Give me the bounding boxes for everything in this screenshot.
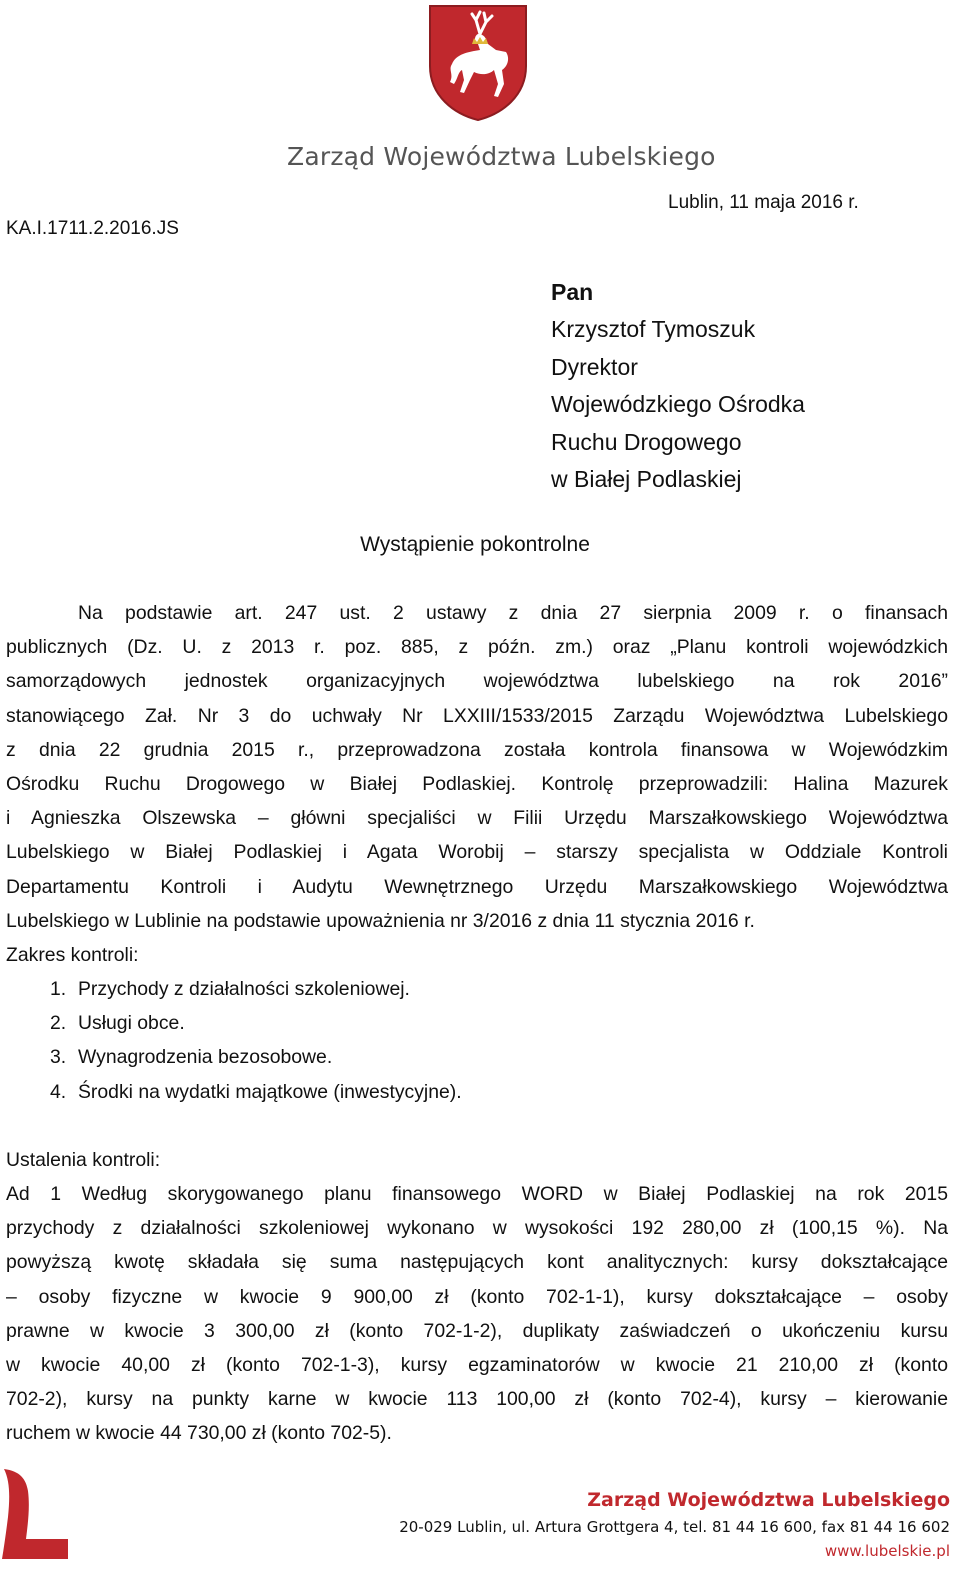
body-line: stanowiącego Zał. Nr 3 do uchwały Nr LXXIII/1533/2015 Zarządu Województwa Lubelskiego [6, 704, 948, 727]
findings-heading: Ustalenia kontroli: [6, 1148, 161, 1171]
addressee-line: Wojewódzkiego Ośrodka [551, 391, 805, 418]
scope-heading: Zakres kontroli: [6, 943, 139, 966]
body-line: Ośrodku Ruchu Drogowego w Białej Podlaskiej. Kontrolę przeprowadzili: Halina Mazurek [6, 772, 948, 795]
body-line: ruchem w kwocie 44 730,00 zł (konto 702-5). [6, 1422, 392, 1445]
addressee-block [551, 274, 805, 498]
list-item [6, 1006, 948, 1040]
body-line: i Agnieszka Olszewska – główni specjaliści w Filii Urzędu Marszałkowskiego Województwa [6, 807, 948, 830]
body-line: Na podstawie art. 247 ust. 2 ustawy z dnia 27 sierpnia 2009 r. o finansach [78, 602, 948, 624]
body-line: prawne w kwocie 3 300,00 zł (konto 702-1-2), duplikaty zaświadczeń o ukończeniu kursu [6, 1319, 948, 1342]
body-line: Lubelskiego w Lublinie na podstawie upoważnienia nr 3/2016 z dnia 11 stycznia 2016 r. [6, 909, 755, 932]
list-item-number: 1. [50, 978, 67, 1001]
addressee-line: w Białej Podlaskiej [551, 466, 742, 493]
reference-number: KA.I.1711.2.2016.JS [6, 218, 179, 239]
scope-list [6, 972, 948, 1109]
addressee-line: Krzysztof Tymoszuk [551, 316, 756, 343]
coat-of-arms-deer-icon [428, 4, 528, 122]
list-item-number: 2. [50, 1012, 67, 1035]
list-item-text: Usługi obce. [78, 1012, 185, 1035]
spacer [6, 1109, 948, 1143]
body-line: z dnia 22 grudnia 2015 r., przeprowadzona została kontrola finansowa w Wojewódzkim [6, 738, 948, 761]
body-line: Ad 1 Według skorygowanego planu finansowego WORD w Białej Podlaskiej na rok 2015 [6, 1183, 948, 1205]
addressee-line: Ruchu Drogowego [551, 428, 742, 455]
list-item [6, 1075, 948, 1109]
body-line: przychody z działalności szkoleniowej wykonano w wysokości 192 280,00 zł (100,15 %). Na [6, 1217, 948, 1240]
addressee-line: Pan [551, 279, 594, 305]
letter-body [6, 596, 948, 1451]
footer-logo-l-icon [0, 1467, 70, 1561]
body-line: – osoby fizyczne w kwocie 9 900,00 zł (konto 702-1-1), kursy dokształcające – osoby [6, 1285, 948, 1308]
list-item-text: Wynagrodzenia bezosobowe. [78, 1046, 333, 1069]
footer-website-link[interactable]: www.lubelskie.pl [824, 1542, 950, 1560]
list-item [6, 972, 948, 1006]
body-line: samorządowych jednostek organizacyjnych województwa lubelskiego na rok 2016” [6, 670, 948, 693]
body-line: publicznych (Dz. U. z 2013 r. poz. 885, z późn. zm.) oraz „Planu kontroli wojewódzkich [6, 636, 948, 659]
list-item-text: Przychody z działalności szkoleniowej. [78, 978, 410, 1001]
body-line: w kwocie 40,00 zł (konto 702-1-3), kursy egzaminatorów w kwocie 21 210,00 zł (konto [6, 1353, 948, 1376]
organization-header: Zarząd Województwa Lubelskiego [287, 142, 716, 171]
body-line: Lubelskiego w Białej Podlaskiej i Agata Worobij – starszy specjalista w Oddziale Kontroli [6, 841, 948, 864]
document-title-text: Wystąpienie pokontrolne [360, 533, 590, 556]
list-item-text: Środki na wydatki majątkowe (inwestycyjne). [78, 1080, 462, 1103]
body-line: powyższą kwotę składała się suma następujących kont analitycznych: kursy dokształcające [6, 1251, 948, 1274]
body-line: Departamentu Kontroli i Audytu Wewnętrznego Urzędu Marszałkowskiego Województwa [6, 875, 948, 898]
document-title [0, 533, 960, 557]
list-item-number: 4. [50, 1080, 67, 1103]
list-item [6, 1040, 948, 1074]
addressee-line: Dyrektor [551, 353, 638, 380]
footer-organization: Zarząd Województwa Lubelskiego [587, 1489, 950, 1511]
place-and-date: Lublin, 11 maja 2016 r. [668, 192, 859, 213]
body-line: 702-2), kursy na punkty karne w kwocie 113 100,00 zł (konto 702-4), kursy – kierowanie [6, 1388, 948, 1411]
footer-address: 20-029 Lublin, ul. Artura Grottgera 4, tel. 81 44 16 600, fax 81 44 16 602 [399, 1518, 950, 1536]
list-item-number: 3. [50, 1046, 67, 1069]
